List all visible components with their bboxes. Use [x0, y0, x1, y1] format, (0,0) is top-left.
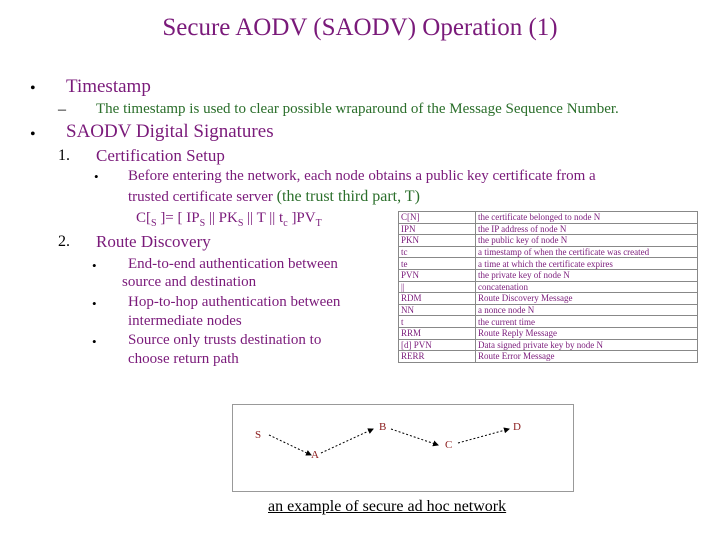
certification-text-line1: Before entering the network, each node obtains a public key certificate from a [128, 168, 596, 184]
item-number: 2. [58, 233, 70, 250]
signatures-heading: SAODV Digital Signatures [66, 121, 274, 142]
notation-description: the IP address of node N [476, 223, 698, 235]
notation-symbol: IPN [399, 223, 476, 235]
network-links [233, 405, 573, 491]
bullet-marker: • [30, 80, 36, 97]
notation-symbol: RRM [399, 327, 476, 339]
bullet-marker: • [92, 258, 97, 273]
node-d: D [513, 421, 521, 433]
notation-row [399, 223, 698, 235]
notation-symbol: || [399, 281, 476, 293]
link-b-c [391, 429, 438, 445]
notation-description: a nonce node N [476, 304, 698, 316]
notation-symbol: PVN [399, 269, 476, 281]
route-discovery-heading: Route Discovery [96, 232, 211, 251]
route-point-line: Hop-to-hop authentication between [128, 294, 341, 310]
notation-symbol: PKN [399, 235, 476, 247]
notation-row [399, 281, 698, 293]
bullet-marker: • [94, 169, 99, 184]
certification-text-line2: trusted certificate server (the trust third part, T) [128, 188, 420, 205]
notation-description: Route Error Message [476, 351, 698, 363]
node-b: B [379, 421, 387, 433]
timestamp-description: The timestamp is used to clear possible wraparound of the Message Sequence Number. [96, 101, 619, 117]
notation-description: Route Discovery Message [476, 293, 698, 305]
notation-row [399, 316, 698, 328]
item-number: 1. [58, 147, 70, 164]
notation-symbol: RDM [399, 293, 476, 305]
notation-description: the public key of node N [476, 235, 698, 247]
node-a: A [311, 449, 319, 461]
route-point-line: intermediate nodes [128, 313, 242, 329]
notation-row [399, 351, 698, 363]
node-c: C [445, 439, 453, 451]
node-s: S [255, 429, 262, 441]
bullet-marker: • [92, 334, 97, 349]
trusted-party-note: (the trust third part, T) [276, 188, 420, 205]
bullet-marker: • [30, 126, 36, 143]
notation-table [398, 211, 698, 363]
link-c-d [458, 429, 509, 443]
notation-symbol: te [399, 258, 476, 270]
notation-row [399, 235, 698, 247]
certificate-formula: $C[_S$ ]= [ $IP_S$ || $PK_S$ || T || $t_c$ ]$PV_T$ [136, 210, 322, 229]
timestamp-heading: Timestamp [66, 76, 151, 97]
notation-description: the certificate belonged to node N [476, 212, 698, 224]
bullet-marker: • [92, 296, 97, 311]
route-point-line: choose return path [128, 351, 239, 367]
notation-description: the private key of node N [476, 269, 698, 281]
notation-symbol: C[N] [399, 212, 476, 224]
notation-symbol: NN [399, 304, 476, 316]
notation-symbol: tc [399, 246, 476, 258]
notation-row [399, 212, 698, 224]
notation-description: the current time [476, 316, 698, 328]
notation-description: a timestamp of when the certificate was created [476, 246, 698, 258]
route-point-line: End-to-end authentication between [128, 256, 338, 272]
notation-symbol: t [399, 316, 476, 328]
route-point-line: source and destination [122, 274, 257, 290]
notation-symbol: [d] PVN [399, 339, 476, 351]
notation-description: Route Reply Message [476, 327, 698, 339]
certification-setup-heading: Certification Setup [96, 146, 225, 165]
notation-row [399, 293, 698, 305]
route-point-line: Source only trusts destination to [128, 332, 322, 348]
link-s-a [269, 435, 311, 455]
notation-row [399, 269, 698, 281]
notation-description: Data signed private key by node N [476, 339, 698, 351]
notation-row [399, 258, 698, 270]
notation-row [399, 339, 698, 351]
notation-row [399, 246, 698, 258]
notation-description: a time at which the certificate expires [476, 258, 698, 270]
notation-row [399, 304, 698, 316]
page-title: Secure AODV (SAODV) Operation (1) [162, 14, 558, 41]
link-a-b [321, 429, 373, 453]
notation-symbol: RERR [399, 351, 476, 363]
sub-bullet-marker: – [58, 101, 66, 118]
network-diagram [232, 404, 574, 492]
notation-row [399, 327, 698, 339]
notation-description: concatenation [476, 281, 698, 293]
diagram-caption: an example of secure ad hoc network [268, 498, 507, 515]
